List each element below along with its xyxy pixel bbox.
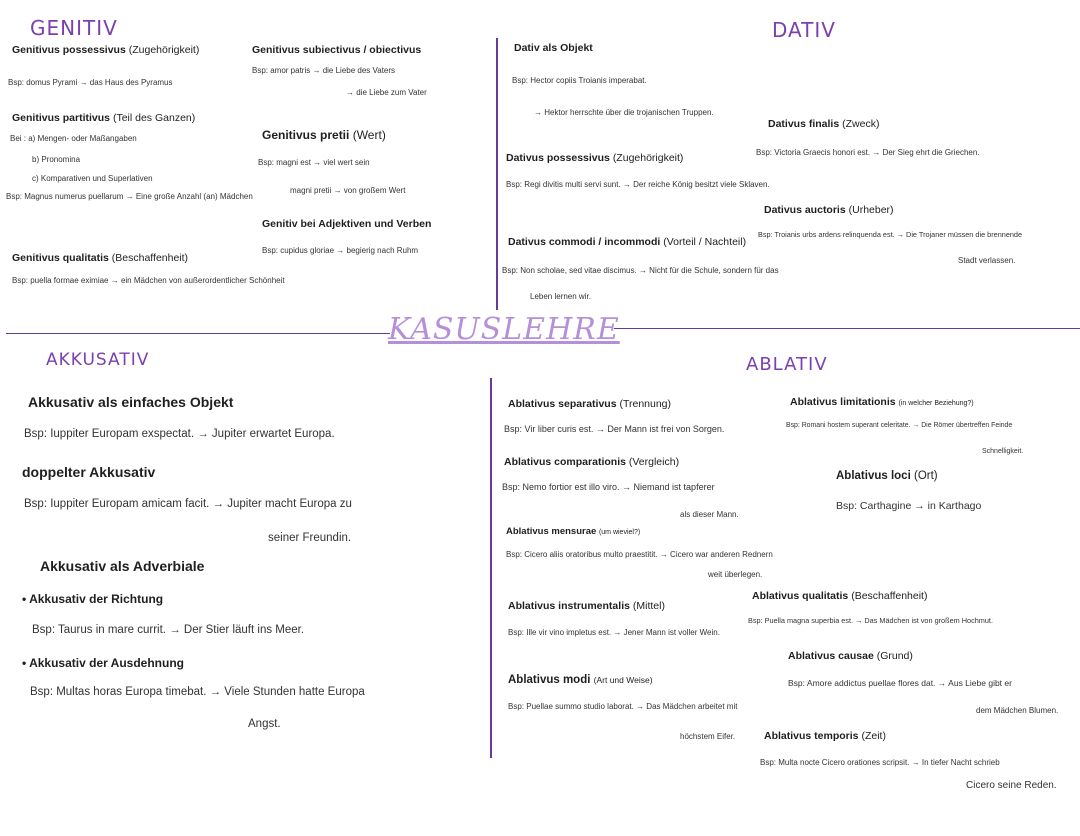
dat-commodi-example: Bsp: Non scholae, sed vitae discimus. → Nicht für die Schule, sondern für das	[502, 266, 779, 275]
gen-subiectivus-example-2: → die Liebe zum Vater	[346, 88, 427, 97]
gen-pretii-example: Bsp: magni est → viel wert sein	[258, 158, 370, 167]
dat-auctoris-example: Bsp: Troianis urbs ardens relinquenda est. → Die Trojaner müssen die brennende	[758, 230, 1023, 239]
abl-temporis-heading: Ablativus temporis (Zeit)	[764, 730, 886, 742]
abl-modi-example: Bsp: Puellae summo studio laborat. → Das Mädchen arbeitet mit	[508, 702, 738, 711]
abl-comparationis-example-2: als dieser Mann.	[680, 510, 739, 519]
gen-qualitatis-example: Bsp: puella formae eximiae → ein Mädchen von außerordentlicher Schönheit	[12, 276, 285, 285]
dat-auctoris-heading: Dativus auctoris (Urheber)	[764, 204, 894, 216]
abl-limitationis-example: Bsp: Romani hostem superant celeritate. → Die Römer übertreffen Feinde	[786, 422, 1013, 429]
dat-objekt-example-2: → Hektor herrschte über die trojanischen Truppen.	[534, 108, 714, 117]
center-title: KASUSLEHRE	[388, 312, 620, 347]
gen-partitivus-c: c) Komparativen und Superlativen	[32, 174, 153, 183]
gen-partitivus-a: Bei : a) Mengen- oder Maßangaben	[10, 134, 137, 143]
abl-qualitatis-example: Bsp: Puella magna superbia est. → Das Mädchen ist von großem Hochmut.	[748, 616, 993, 625]
abl-loci-example: Bsp: Carthagine → in Karthago	[836, 500, 982, 512]
akk-doppelt-example-2: seiner Freundin.	[268, 532, 352, 544]
horizontal-divider-left	[6, 333, 390, 334]
abl-modi-heading: Ablativus modi (Art und Weise)	[508, 674, 653, 686]
abl-instrumentalis-example: Bsp: Ille vir vino impletus est. → Jener Mann ist voller Wein.	[508, 628, 720, 637]
dat-finalis-heading: Dativus finalis (Zweck)	[768, 118, 880, 130]
vertical-divider-bottom	[490, 378, 492, 758]
ablativ-title: ABLATIV	[746, 354, 828, 375]
abl-modi-example-2: höchstem Eifer.	[680, 732, 736, 741]
gen-partitivus-b: b) Pronomina	[32, 155, 81, 164]
dat-objekt-heading: Dativ als Objekt	[514, 42, 593, 54]
akk-doppelt-heading: doppelter Akkusativ	[22, 464, 156, 480]
gen-qualitatis-heading: Genitivus qualitatis (Beschaffenheit)	[12, 252, 189, 264]
gen-adjektiven-heading: Genitiv bei Adjektiven und Verben	[262, 218, 432, 230]
dativ-title: DATIV	[772, 18, 836, 42]
gen-possessivus-heading: Genitivus possessivus (Zugehörigkeit)	[12, 44, 200, 56]
abl-separativus-heading: Ablativus separativus (Trennung)	[508, 398, 672, 410]
gen-subiectivus-example: Bsp: amor patris → die Liebe des Vaters	[252, 66, 396, 75]
abl-mensurae-example: Bsp: Cicero aliis oratoribus multo praestitit. → Cicero war anderen Rednern	[506, 550, 773, 559]
abl-limitationis-heading: Ablativus limitationis (in welcher Beziehung?)	[790, 396, 974, 408]
abl-causae-heading: Ablativus causae (Grund)	[788, 650, 913, 662]
dat-possessivus-heading: Dativus possessivus (Zugehörigkeit)	[506, 152, 684, 164]
abl-mensurae-example-2: weit überlegen.	[708, 570, 763, 579]
abl-separativus-example: Bsp: Vir liber curis est. → Der Mann ist frei von Sorgen.	[504, 424, 725, 434]
gen-adjektiven-example: Bsp: cupidus gloriae → begierig nach Ruhm	[262, 246, 419, 255]
dat-possessivus-example: Bsp: Regi divitis multi servi sunt. → Der reiche König besitzt viele Sklaven.	[506, 180, 770, 189]
akk-objekt-example: Bsp: Iuppiter Europam exspectat. → Jupiter erwartet Europa.	[24, 428, 335, 440]
akkusativ-title: AKKUSATIV	[46, 350, 150, 370]
abl-causae-example-2: dem Mädchen Blumen.	[976, 706, 1059, 715]
akk-richtung-heading: • Akkusativ der Richtung	[22, 592, 164, 606]
abl-instrumentalis-heading: Ablativus instrumentalis (Mittel)	[508, 600, 665, 612]
gen-partitivus-example: Bsp: Magnus numerus puellarum → Eine große Anzahl (an) Mädchen	[6, 192, 253, 201]
genitiv-title: GENITIV	[30, 16, 118, 40]
abl-limitationis-example-2: Schnelligkeit.	[982, 448, 1024, 455]
dat-objekt-example: Bsp: Hector copiis Troianis imperabat.	[512, 76, 647, 85]
gen-partitivus-heading: Genitivus partitivus (Teil des Ganzen)	[12, 112, 196, 124]
gen-subiectivus-heading: Genitivus subiectivus / obiectivus	[252, 44, 422, 56]
vertical-divider-top	[496, 38, 498, 310]
akk-ausdehnung-example: Bsp: Multas horas Europa timebat. → Viele Stunden hatte Europa	[30, 686, 365, 698]
akk-adverbiale-heading: Akkusativ als Adverbiale	[40, 558, 205, 574]
horizontal-divider-right	[614, 328, 1080, 329]
abl-loci-heading: Ablativus loci (Ort)	[836, 470, 938, 482]
dat-auctoris-example-2: Stadt verlassen.	[958, 256, 1016, 265]
gen-pretii-heading: Genitivus pretii (Wert)	[262, 128, 386, 142]
akk-ausdehnung-example-2: Angst.	[248, 718, 281, 730]
gen-pretii-example-2: magni pretii → von großem Wert	[290, 186, 406, 195]
abl-qualitatis-heading: Ablativus qualitatis (Beschaffenheit)	[752, 590, 928, 602]
dat-commodi-heading: Dativus commodi / incommodi (Vorteil / Nachteil)	[508, 236, 747, 248]
akk-objekt-heading: Akkusativ als einfaches Objekt	[28, 394, 234, 410]
gen-possessivus-example: Bsp: domus Pyrami → das Haus des Pyramus	[8, 78, 173, 87]
abl-comparationis-heading: Ablativus comparationis (Vergleich)	[504, 456, 680, 468]
akk-doppelt-example: Bsp: Iuppiter Europam amicam facit. → Jupiter macht Europa zu	[24, 498, 352, 510]
abl-comparationis-example: Bsp: Nemo fortior est illo viro. → Niemand ist tapferer	[502, 482, 715, 492]
dat-finalis-example: Bsp: Victoria Graecis honori est. → Der Sieg ehrt die Griechen.	[756, 148, 980, 157]
abl-causae-example: Bsp: Amore addictus puellae flores dat. → Aus Liebe gibt er	[788, 678, 1012, 688]
abl-mensurae-heading: Ablativus mensurae (um wieviel?)	[506, 526, 641, 537]
akk-ausdehnung-heading: • Akkusativ der Ausdehnung	[22, 656, 185, 670]
abl-temporis-example: Bsp: Multa nocte Cicero orationes scripsit. → In tiefer Nacht schrieb	[760, 758, 1000, 767]
akk-richtung-example: Bsp: Taurus in mare currit. → Der Stier läuft ins Meer.	[32, 624, 305, 636]
dat-commodi-example-2: Leben lernen wir.	[530, 292, 591, 301]
abl-temporis-example-2: Cicero seine Reden.	[966, 780, 1057, 791]
